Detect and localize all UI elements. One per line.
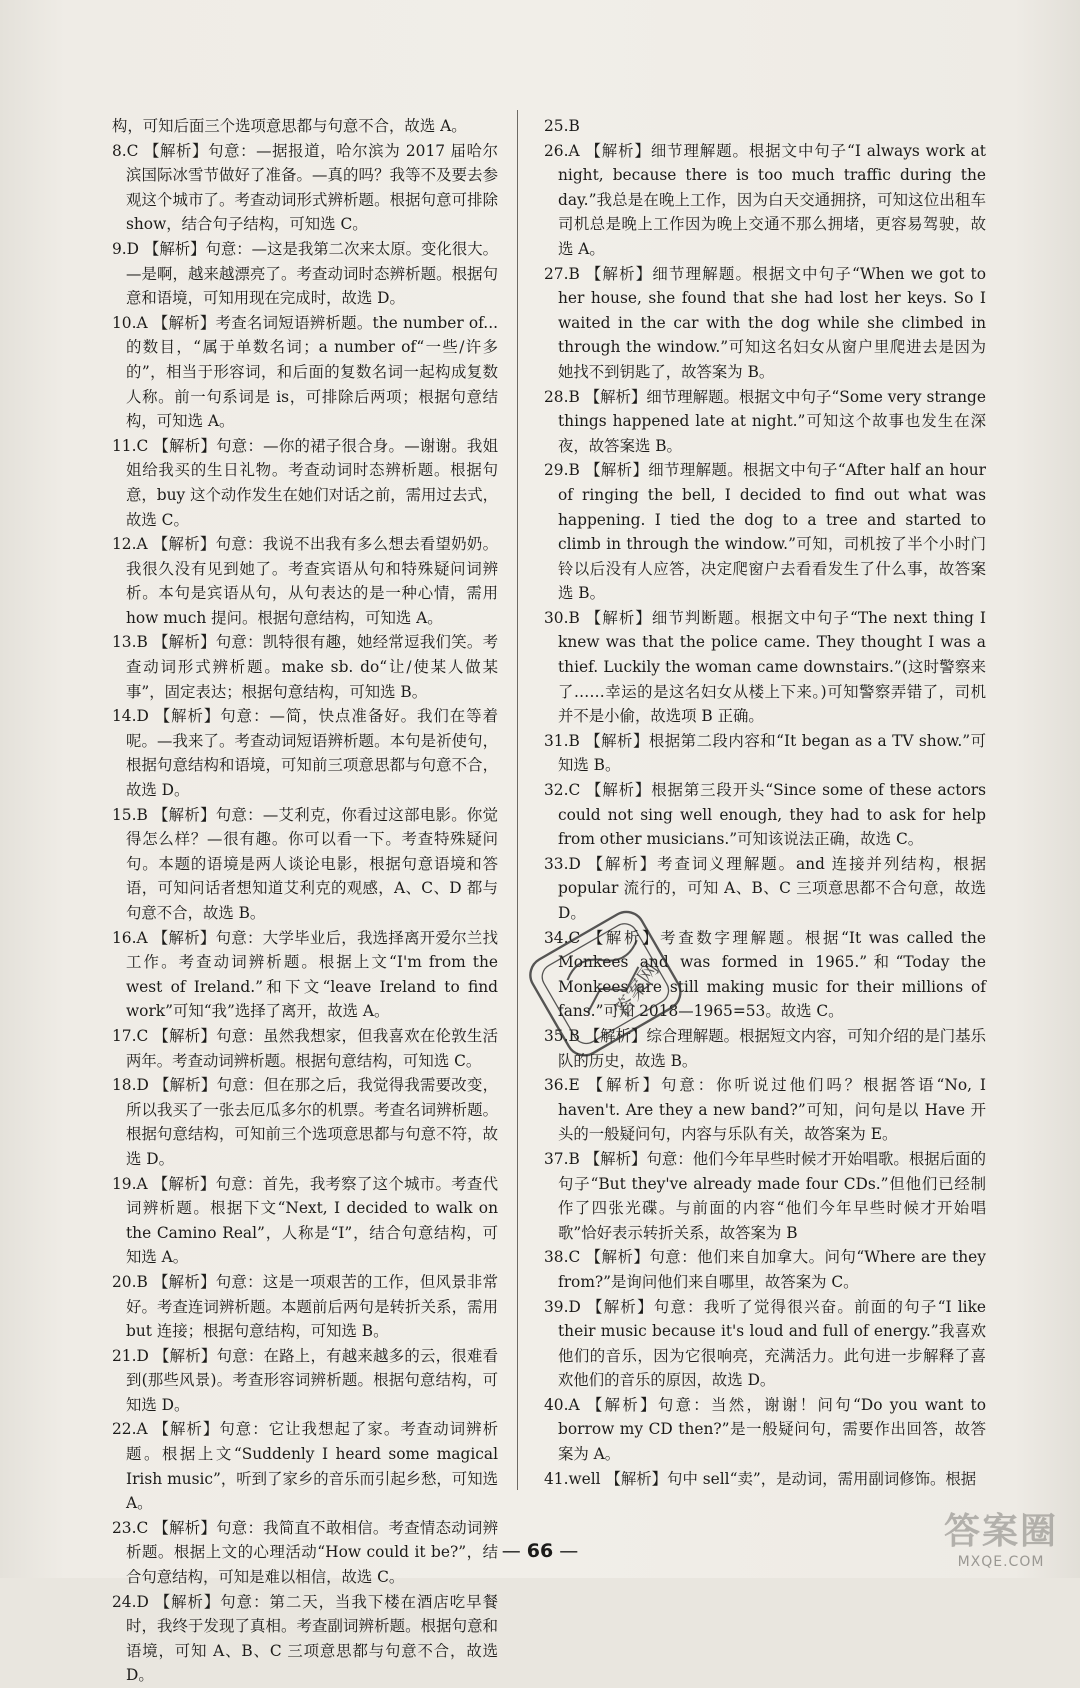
answer-item: 9.D 【解析】句意：—这是我第二次来太原。变化很大。—是啊，越来越漂亮了。考查动词时态辨析题。根据句意和语境，可知用现在完成时，故选 D。 — [112, 239, 498, 308]
answer-item: 25.B — [544, 117, 580, 135]
answer-item: 31.B 【解析】根据第二段内容和“It began as a TV show.”可知选 B。 — [544, 731, 986, 775]
answer-item: 18.D 【解析】句意：但在那之后，我觉得我需要改变，所以我买了一张去厄瓜多尔的机票。考查名词辨析题。根据句意结构，可知前三个选项意思都与句意不符，故选 D。 — [112, 1076, 498, 1168]
site-watermark — [944, 1503, 1058, 1570]
answer-item: 30.B 【解析】细节判断题。根据文中句子“The next thing I knew was that the police came. They thought I was a thief. Luckily the woman came downstairs.”(这时警察来了……幸运的是这名妇女从楼上下来。)可知警察弄错了，司机并不是小偷，故选项 B 正确。 — [544, 608, 986, 726]
answer-item: 20.B 【解析】句意：这是一项艰苦的工作，但风景非常好。考查连词辨析题。本题前后两句是转折关系，需用 but 连接；根据句意结构，可知选 B。 — [112, 1272, 498, 1341]
answer-item: 27.B 【解析】细节理解题。根据文中句子“When we got to her house, she found that she had lost her keys. So I waited in the car with the dog while she climbed in through the window.”可知这名妇女从窗户里爬进去是因为她找不到钥匙了，故答案为 B。 — [544, 264, 986, 381]
watermark-logo: 答案圈 — [943, 1511, 1058, 1552]
stamp-text: 答案网 — [609, 957, 664, 1021]
right-column — [544, 114, 986, 1491]
answer-item: 14.D 【解析】句意：—简，快点准备好。我们在等着呢。—我来了。考查动词短语辨析题。本句是祈使句，根据句意结构和语境，可知前三项意思都与句意不合，故选 D。 — [112, 707, 498, 800]
answer-item: 36.E 【解析】句意：你听说过他们吗？根据答语“No, I haven't. Are they a new band?”可知，问句是以 Have 开头的一般疑问句，内容与乐队有关，故答案为 E。 — [544, 1076, 986, 1144]
watermark-url: MXQE.COM — [957, 1554, 1045, 1570]
answer-item: 15.B 【解析】句意：—艾利克，你看过这部电影。你觉得怎么样？—很有趣。你可以看一下。考查特殊疑问句。本题的语境是两人谈论电影，根据句意语境和答语，可知问话者想知道艾利克的观感，A、C、D 都与句意不合，故选 B。 — [112, 805, 498, 922]
answer-item: 8.C 【解析】句意：—据报道，哈尔滨为 2017 届哈尔滨国际冰雪节做好了准备。—真的吗？我等不及要去参观这个城市了。考查动词形式辨析题。根据句意可排除 show，结合句子结构，可知选 C。 — [112, 141, 498, 234]
answer-item: 34.C 【解析】考查数字理解题。根据“It was called the Monkees and was formed in 1965.”和“Today the Monkees are still making music for their millions of fans.”可知 2018—1965=53。故选 C。 — [544, 928, 986, 1021]
answer-item: 10.A 【解析】考查名词短语辨析题。the number of...的数目，“属于单数名词；a number of“一些/许多的”，相当于形容词，和后面的复数名词一起构成复数人称。前一句系词是 is，可排除后两项；根据句意结构，可知选 A。 — [112, 313, 498, 431]
page-number: — 66 — — [501, 1540, 579, 1562]
page-number-value: 66 — [526, 1540, 554, 1562]
answer-item: 24.D 【解析】句意：第二天，当我下楼在酒店吃早餐时，我终于发现了真相。考查副词辨析题。根据句意和语境，可知 A、B、C 三项意思都与句意不合，故选 D。 — [112, 1592, 498, 1685]
answer-item: 41.well 【解析】句中 sell“卖”，是动词，需用副词修饰。根据 — [544, 1469, 977, 1488]
answer-item: 22.A 【解析】句意：它让我想起了家。考查动词辨析题。根据上文“Suddenly I heard some magical Irish music”，听到了家乡的音乐而引起乡愁，可知选 A。 — [112, 1420, 498, 1513]
left-column — [112, 114, 498, 1688]
answer-item: 38.C 【解析】句意：他们来自加拿大。问句“Where are they from?”是询问他们来自哪里，故答案为 C。 — [544, 1248, 986, 1291]
column-divider — [517, 110, 518, 1490]
answer-item: 35.B 【解析】综合理解题。根据短文内容，可知介绍的是门基乐队的历史，故选 B。 — [544, 1026, 986, 1070]
answer-item: 28.B 【解析】细节理解题。根据文中句子“Some very strange things happened late at night.”可知这个故事也发生在深夜，故答案选 B。 — [544, 387, 986, 455]
answer-item: 13.B 【解析】句意：凯特很有趣，她经常逗我们笑。考查动词形式辨析题。make sb. do“让/使某人做某事”，固定表达；根据句意结构，可知选 B。 — [112, 633, 498, 701]
answer-item: 33.D 【解析】考查词义理解题。and 连接并列结构，根据 popular 流行的，可知 A、B、C 三项意思都不合句意，故选 D。 — [544, 854, 986, 922]
answer-item: 37.B 【解析】句意：他们今年早些时候才开始唱歌。根据后面的句子“But they've already made four CDs.”但他们已经制作了四张光碟。与前面的内容“他们今年早些时候才开始唱歌”恰好表示转折关系，故答案为 B — [544, 1149, 986, 1242]
answer-item: 17.C 【解析】句意：虽然我想家，但我喜欢在伦敦生活两年。考查动词辨析题。根据句意结构，可知选 C。 — [112, 1026, 498, 1070]
answer-item: 12.A 【解析】句意：我说不出我有多么想去看望奶奶。我很久没有见到她了。考查宾语从句和特殊疑问词辨析。本句是宾语从句，从句表达的是一种心情，需用 how much 提问。根据句意结构，可知选 A。 — [112, 535, 498, 627]
answer-item: 26.A 【解析】细节理解题。根据文中句子“I always work at night, because there is too much traffic during the day.”我总是在晚上工作，因为白天交通拥挤，可知这位出租车司机总是晚上工作因为晚上交通不那么拥堵，更容易驾驶，故选 A。 — [544, 141, 986, 258]
answer-item: 29.B 【解析】细节理解题。根据文中句子“After half an hour of ringing the bell, I decided to find out what was happening. I tied the dog to a tree and started to climb in through the window.”可知，司机按了半个小时门铃以后没有人应答，决定爬窗户去看看发生了什么事，故答案选 B。 — [544, 461, 986, 603]
answer-item: 21.D 【解析】句意：在路上，有越来越多的云，很难看到(那些风景)。考查形容词辨析题。根据句意结构，可知选 D。 — [112, 1346, 498, 1414]
answer-item: 16.A 【解析】句意：大学毕业后，我选择离开爱尔兰找工作。考查动词辨析题。根据上文“I'm from the west of Ireland.”和下文“leave Ireland to find work”可知“我”选择了离开，故选 A。 — [112, 928, 498, 1021]
answer-item: 11.C 【解析】句意：—你的裙子很合身。—谢谢。我姐姐给我买的生日礼物。考查动词时态辨析题。根据句意，buy 这个动作发生在她们对话之前，需用过去式，故选 C。 — [112, 436, 498, 529]
stamp-icon — [505, 900, 705, 1070]
answer-item: 32.C 【解析】根据第三段开头“Since some of these actors could not sing well enough, they had to ask for help from other musicians.”可知该说法正确，故选 C。 — [544, 781, 986, 849]
answer-item: 39.D 【解析】句意：我听了觉得很兴奋。前面的句子“I like their music because it's loud and full of energy.”我喜欢他们的音乐，因为它很响亮，充满活力。此句进一步解释了喜欢他们的音乐的原因，故选 D。 — [544, 1297, 986, 1390]
answer-item: 构，可知后面三个选项意思都与句意不合，故选 A。 — [112, 117, 467, 135]
answer-item: 19.A 【解析】句意：首先，我考察了这个城市。考查代词辨析题。根据下文“Next, I decided to walk on the Camino Real”，人称是“I”，结合句意结构，可知选 A。 — [112, 1174, 498, 1267]
answer-item: 23.C 【解析】句意：我简直不敢相信。考查情态动词辨析题。根据上文的心理活动“How could it be?”，结合句意结构，可知是难以相信，故选 C。 — [112, 1518, 498, 1587]
answer-item: 40.A 【解析】句意：当然，谢谢！问句“Do you want to borrow my CD then?”是一般疑问句，需要作出回答，故答案为 A。 — [544, 1395, 986, 1464]
